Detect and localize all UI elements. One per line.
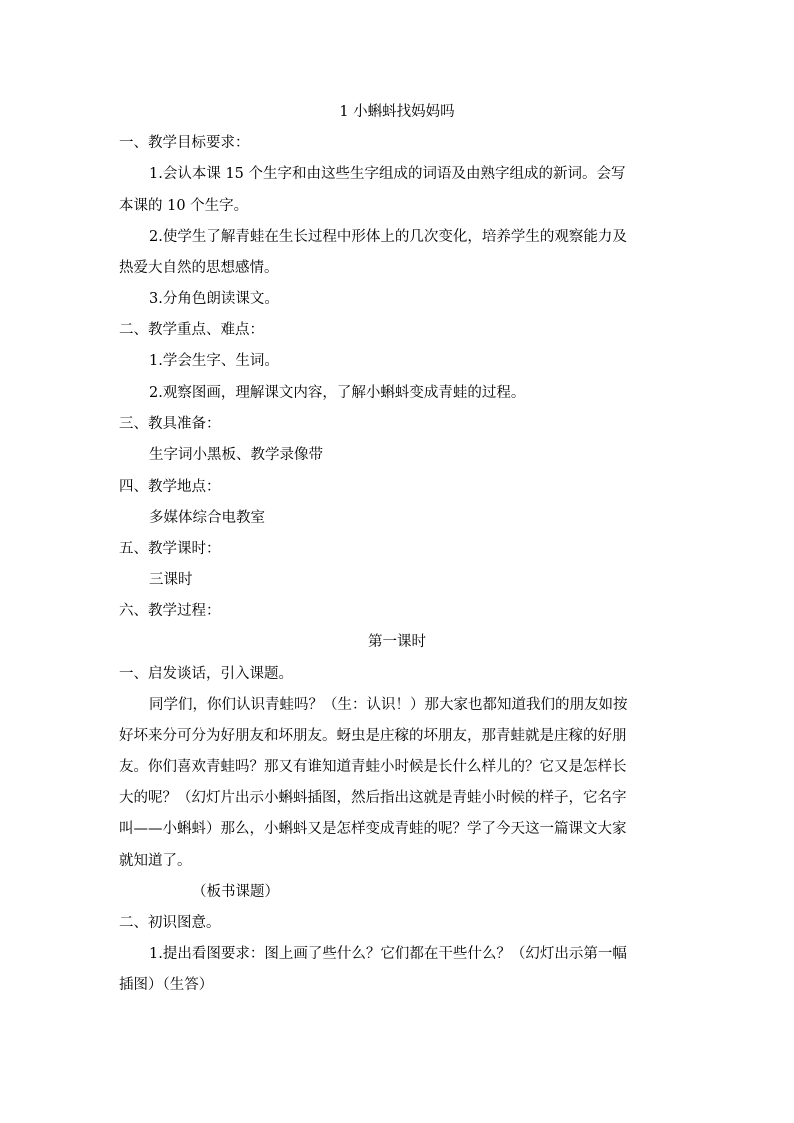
paragraph-line: 好坏来分可分为好朋友和坏朋友。蚜虫是庄稼的坏朋友，那青蛙就是庄稼的好朋 xyxy=(119,728,627,744)
section-heading: 一、启发谈话，引入课题。 xyxy=(119,666,293,682)
paragraph-line: 多媒体综合电教室 xyxy=(149,510,265,526)
paragraph-line: 1.提出看图要求：图上画了些什么？它们都在干些什么？（幻灯出示第一幅 xyxy=(149,946,627,962)
paragraph-line: 3.分角色朗读课文。 xyxy=(149,291,279,307)
section-heading: 四、教学地点： xyxy=(119,479,221,495)
paragraph-line: 就知道了。 xyxy=(119,853,192,869)
paragraph-line: （板书课题） xyxy=(192,884,279,900)
paragraph-line: 大的呢？（幻灯片出示小蝌蚪插图，然后指出这就是青蛙小时候的样子，它名字 xyxy=(119,790,627,806)
paragraph-line: 同学们，你们认识青蛙吗？（生：认识！）那大家也都知道我们的朋友如按 xyxy=(149,697,628,713)
section-heading: 二、初识图意。 xyxy=(119,915,221,931)
section-heading: 六、教学过程： xyxy=(119,603,221,619)
paragraph-line: 本课的 10 个生字。 xyxy=(119,198,249,214)
paragraph-line: 生字词小黑板、教学录像带 xyxy=(149,447,323,463)
section-heading: 五、教学课时： xyxy=(119,541,221,557)
section-heading: 三、教具准备： xyxy=(119,416,221,432)
paragraph-line: 2.观察图画，理解课文内容，了解小蝌蚪变成青蛙的过程。 xyxy=(149,385,526,401)
paragraph-line: 热爱大自然的思想感情。 xyxy=(119,260,279,276)
paragraph-line: 1.学会生字、生词。 xyxy=(149,353,279,369)
paragraph-line: 友。你们喜欢青蛙吗？那又有谁知道青蛙小时候是长什么样儿的？它又是怎样长 xyxy=(119,759,627,775)
paragraph-line: 1.会认本课 15 个生字和由这些生字组成的词语及由熟字组成的新词。会写 xyxy=(149,166,626,182)
paragraph-line: 三课时 xyxy=(149,572,193,588)
paragraph-line: 插图）（生答） xyxy=(119,977,214,993)
section-heading: 一、教学目标要求： xyxy=(119,135,250,151)
paragraph-line: 2.使学生了解青蛙在生长过程中形体上的几次变化，培养学生的观察能力及 xyxy=(149,229,627,245)
subsection-title: 第一课时 xyxy=(368,634,426,650)
section-heading: 二、教学重点、难点： xyxy=(119,322,264,338)
paragraph-line: 叫——小蝌蚪）那么，小蝌蚪又是怎样变成青蛙的呢？学了今天这一篇课文大家 xyxy=(119,821,627,837)
document-title: 1 小蝌蚪找妈妈吗 xyxy=(339,104,455,120)
